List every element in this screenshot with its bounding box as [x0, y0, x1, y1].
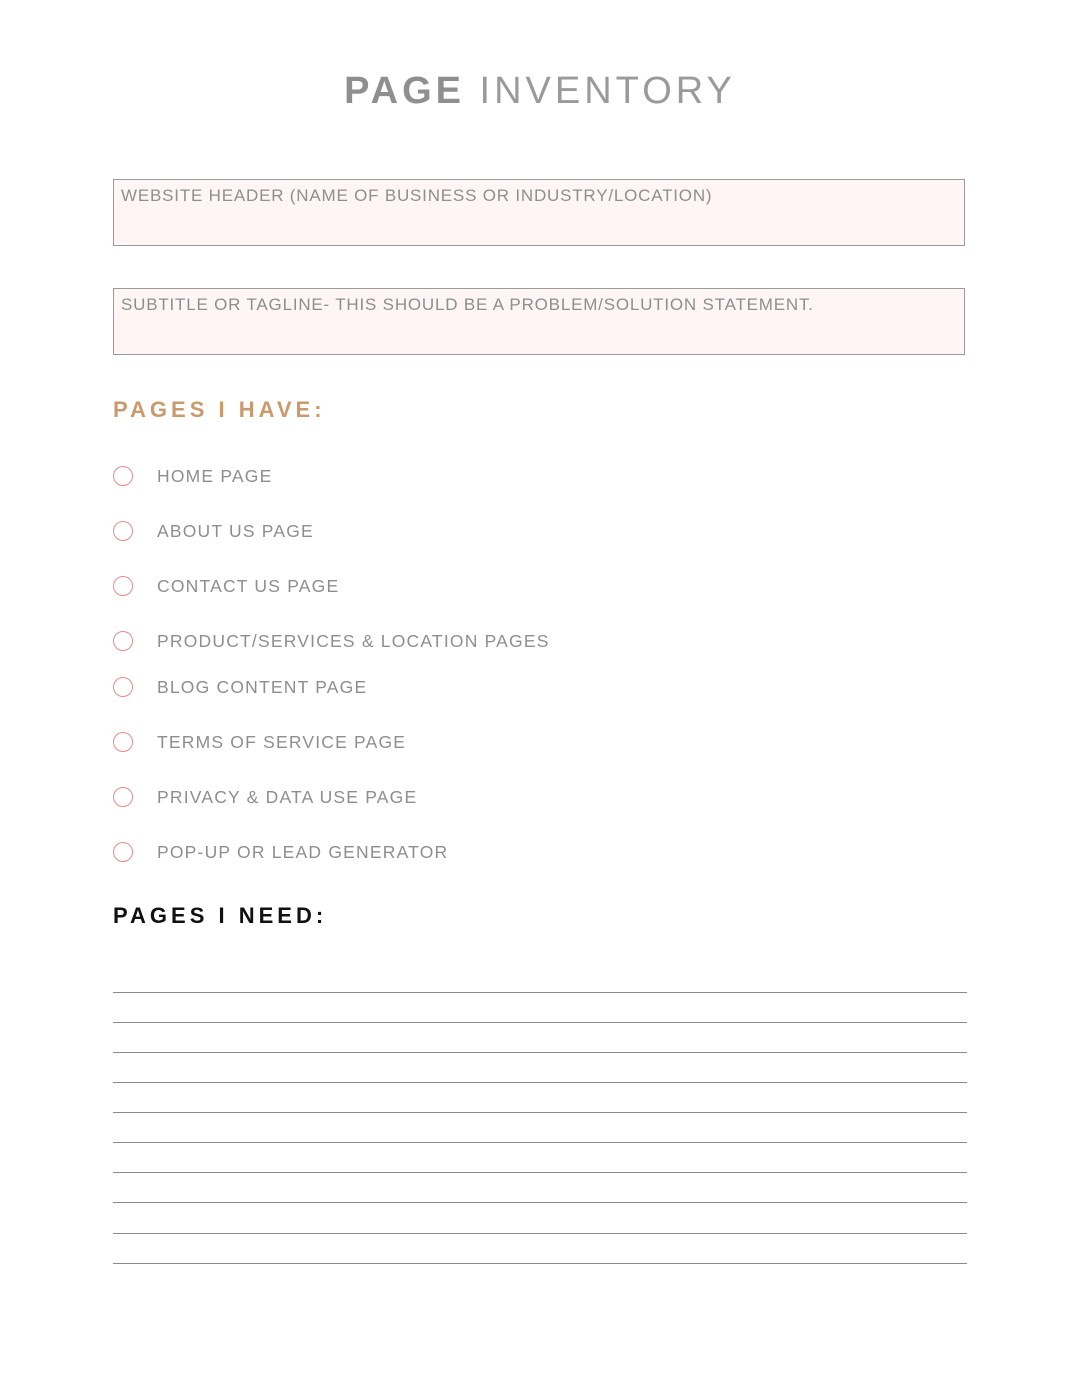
- checklist-item-label: HOME PAGE: [157, 465, 273, 486]
- writing-line[interactable]: [113, 992, 967, 993]
- checklist-item-products[interactable]: [113, 629, 550, 653]
- checklist-item-blog[interactable]: [113, 675, 367, 699]
- page-title-bold: PAGE: [344, 70, 465, 112]
- writing-line[interactable]: [113, 1172, 967, 1173]
- writing-line[interactable]: [113, 1142, 967, 1143]
- checkbox-circle-icon[interactable]: [113, 787, 133, 807]
- page-title: [0, 70, 1080, 113]
- pages-i-need-heading: PAGES I NEED:: [113, 903, 328, 928]
- checklist-item-label: BLOG CONTENT PAGE: [157, 676, 368, 697]
- checkbox-circle-icon[interactable]: [113, 576, 133, 596]
- checkbox-circle-icon[interactable]: [113, 732, 133, 752]
- writing-line[interactable]: [113, 1202, 967, 1203]
- checklist-item-label: CONTACT US PAGE: [157, 575, 340, 596]
- writing-line[interactable]: [113, 1263, 967, 1264]
- checkbox-circle-icon[interactable]: [113, 466, 133, 486]
- checkbox-circle-icon[interactable]: [113, 677, 133, 697]
- website-header-placeholder: WEBSITE HEADER (NAME OF BUSINESS OR INDUSTRY/LOCATION): [121, 186, 713, 205]
- checklist-item-home[interactable]: [113, 464, 273, 488]
- checklist-item-privacy[interactable]: [113, 785, 417, 809]
- writing-line[interactable]: [113, 1052, 967, 1053]
- checkbox-circle-icon[interactable]: [113, 631, 133, 651]
- checklist-item-terms[interactable]: [113, 730, 406, 754]
- pages-i-have-heading: PAGES I HAVE:: [113, 397, 326, 422]
- page-title-light: INVENTORY: [479, 70, 736, 112]
- checklist-item-label: PRODUCT/SERVICES & LOCATION PAGES: [157, 630, 550, 651]
- website-header-field[interactable]: [113, 179, 965, 246]
- checklist-item-label: ABOUT US PAGE: [157, 520, 314, 541]
- writing-line[interactable]: [113, 1112, 967, 1113]
- checklist-item-label: TERMS OF SERVICE PAGE: [157, 731, 407, 752]
- writing-line[interactable]: [113, 1022, 967, 1023]
- checklist-item-contact[interactable]: [113, 574, 339, 598]
- checkbox-circle-icon[interactable]: [113, 842, 133, 862]
- subtitle-tagline-field[interactable]: [113, 288, 965, 355]
- checklist-item-label: PRIVACY & DATA USE PAGE: [157, 786, 418, 807]
- checklist-item-popup[interactable]: [113, 840, 448, 864]
- writing-line[interactable]: [113, 1082, 967, 1083]
- checklist-item-about[interactable]: [113, 519, 314, 543]
- subtitle-tagline-placeholder: SUBTITLE OR TAGLINE- THIS SHOULD BE A PROBLEM/SOLUTION STATEMENT.: [121, 295, 814, 314]
- checkbox-circle-icon[interactable]: [113, 521, 133, 541]
- checklist-item-label: POP-UP OR LEAD GENERATOR: [157, 841, 449, 862]
- writing-line[interactable]: [113, 1233, 967, 1234]
